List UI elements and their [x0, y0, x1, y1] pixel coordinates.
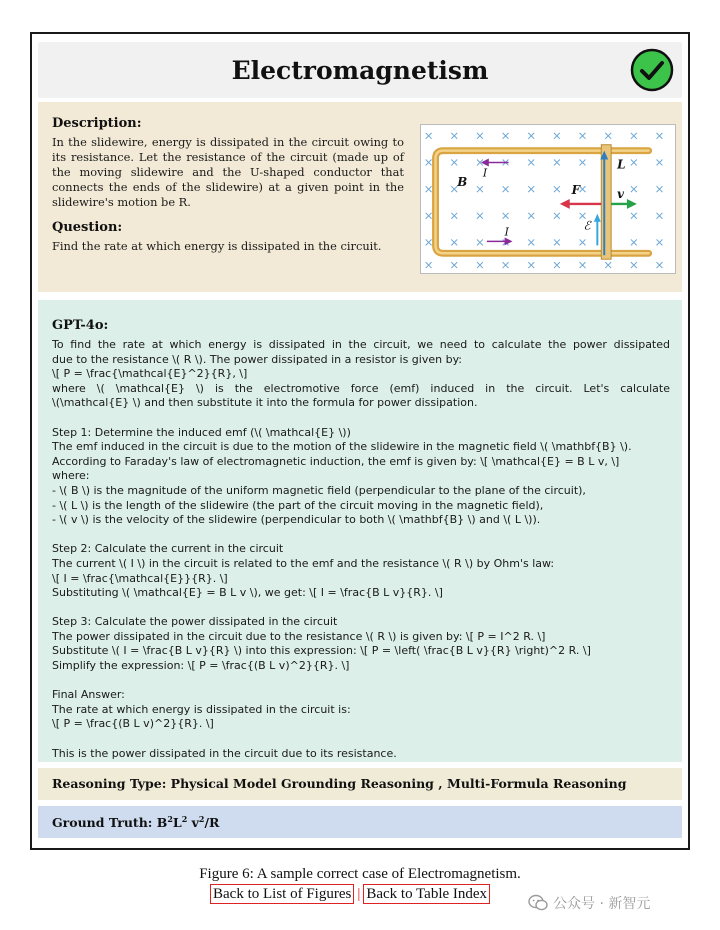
description-line: the moving slidewire and the U-shaped conductor that — [52, 165, 404, 179]
gpt-line: where \( \mathcal{E} \) is the electromotive force (emf) induced in the circuit. Let's calculate — [52, 381, 670, 395]
gpt-line: To find the rate at which energy is dissipated in the circuit, we need to calculate the power dissipated — [52, 338, 670, 351]
gpt-line: The emf induced in the circuit is due to the motion of the slidewire in the magnetic field \( \mathbf{B} \). — [52, 440, 632, 454]
ground-truth-panel — [38, 806, 682, 838]
ground-truth-exp: 2 — [167, 814, 173, 824]
label-F: F — [571, 183, 581, 198]
gpt-line: Substitute \( I = \frac{B L v}{R} \) into this expression: \[ P = \left( \frac{B L v}{R} \right)^2 R. \] — [52, 644, 591, 658]
gpt-line: Simplify the expression: \[ P = \frac{(B L v)^2}{R}. \] — [52, 659, 350, 673]
gpt-line: Step 3: Calculate the power dissipated in the circuit — [52, 615, 338, 629]
question-text: Find the rate at which energy is dissipated in the circuit. — [52, 239, 382, 253]
gpt-line: The rate at which energy is dissipated in the circuit is: — [52, 702, 351, 716]
title-bar — [38, 42, 682, 98]
label-emf: ℰ — [583, 218, 591, 233]
link-separator: | — [357, 886, 361, 902]
ground-truth-suffix: /R — [204, 815, 220, 831]
gpt-line: - \( L \) is the length of the slidewire (the part of the circuit moving in the magnetic field), — [52, 498, 544, 512]
gpt-line: \[ I = \frac{\mathcal{E}}{R}. \] — [52, 571, 228, 585]
label-I-bottom: I — [504, 225, 509, 239]
page-title: Electromagnetism — [231, 56, 489, 85]
check-circle-icon — [630, 48, 674, 92]
gpt-line: - \( v \) is the velocity of the slidewire (perpendicular to both \( \mathbf{B} \) and \( L \)). — [52, 513, 541, 527]
description-line: its resistance. Let the resistance of the circuit (made up of — [52, 150, 404, 164]
back-to-figures-link[interactable]: Back to List of Figures — [210, 884, 354, 904]
ground-truth-mid2: v — [187, 815, 199, 831]
gpt-line — [52, 528, 670, 543]
description-line: slidewire's motion be R. — [52, 195, 191, 209]
gpt-line — [52, 674, 670, 689]
ground-truth-text — [52, 814, 219, 830]
ground-truth-exp: 2 — [181, 814, 188, 824]
ground-truth-prefix: Ground Truth: B — [52, 815, 168, 831]
slidewire-diagram — [420, 124, 676, 274]
description-line: connects the ends of the slidewire) at a given point in the — [52, 180, 404, 194]
nav-links — [210, 884, 490, 906]
label-B: B — [457, 175, 468, 190]
figure-caption: Figure 6: A sample correct case of Electromagnetism. — [199, 866, 521, 882]
slidewire — [601, 145, 611, 259]
ground-truth-exp: 2 — [198, 814, 205, 824]
gpt-line: Final Answer: — [52, 688, 125, 702]
ground-truth-mid: L — [172, 815, 182, 831]
gpt-line: Step 1: Determine the induced emf (\( \mathcal{E} \)) — [52, 425, 351, 439]
wechat-icon — [528, 894, 548, 912]
gpt-line — [52, 411, 670, 426]
description-line: In the slidewire, energy is dissipated in the circuit owing to — [52, 135, 404, 149]
gpt-line: - \( B \) is the magnitude of the uniform magnetic field (perpendicular to the plane of the circuit), — [52, 483, 586, 497]
gpt-line: The power dissipated in the circuit due to the resistance \( R \) is given by: \[ P = I^2 R. \] — [52, 629, 546, 643]
reasoning-type-text: Reasoning Type: Physical Model Grounding Reasoning , Multi-Formula Reasoning — [52, 776, 627, 791]
gpt-line: According to Faraday's law of electromagnetic induction, the emf is given by: \[ \mathcal{E} = B L v, \] — [52, 454, 620, 468]
gpt-response-text — [52, 338, 670, 761]
gpt-line: Substituting \( \mathcal{E} = B L v \), we get: \[ I = \frac{B L v}{R}. \] — [52, 586, 443, 600]
watermark-text: 公众号 · 新智元 — [553, 896, 651, 912]
description-text — [52, 135, 404, 210]
reasoning-type-panel — [38, 768, 682, 800]
gpt-line: \(\mathcal{E} \) and then substitute it into the formula for power dissipation. — [52, 396, 478, 410]
description-panel — [38, 102, 682, 292]
gpt-line: \[ P = \frac{(B L v)^2}{R}. \] — [52, 717, 214, 731]
gpt-line: This is the power dissipated in the circuit due to its resistance. — [52, 746, 397, 760]
label-L: L — [617, 157, 626, 172]
watermark — [528, 892, 650, 914]
gpt-line — [52, 732, 670, 747]
gpt-line: The current \( I \) in the circuit is related to the emf and the resistance \( R \) by Ohm's law: — [52, 556, 555, 570]
label-v: v — [617, 187, 624, 202]
description-heading: Description: — [52, 116, 142, 131]
gpt-line — [52, 601, 670, 616]
gpt-line: \[ P = \frac{\mathcal{E}^2}{R}, \] — [52, 367, 248, 381]
gpt-line: Step 2: Calculate the current in the circuit — [52, 542, 284, 556]
gpt-response-panel — [38, 300, 682, 762]
gpt-heading: GPT-4o: — [52, 318, 109, 333]
label-I-top: I — [482, 166, 488, 180]
case-card — [30, 32, 690, 850]
question-heading: Question: — [52, 220, 123, 235]
gpt-line: where: — [52, 469, 90, 483]
gpt-line: due to the resistance \( R \). The power dissipated in a resistor is given by: — [52, 352, 462, 366]
back-to-tables-link[interactable]: Back to Table Index — [363, 884, 490, 904]
